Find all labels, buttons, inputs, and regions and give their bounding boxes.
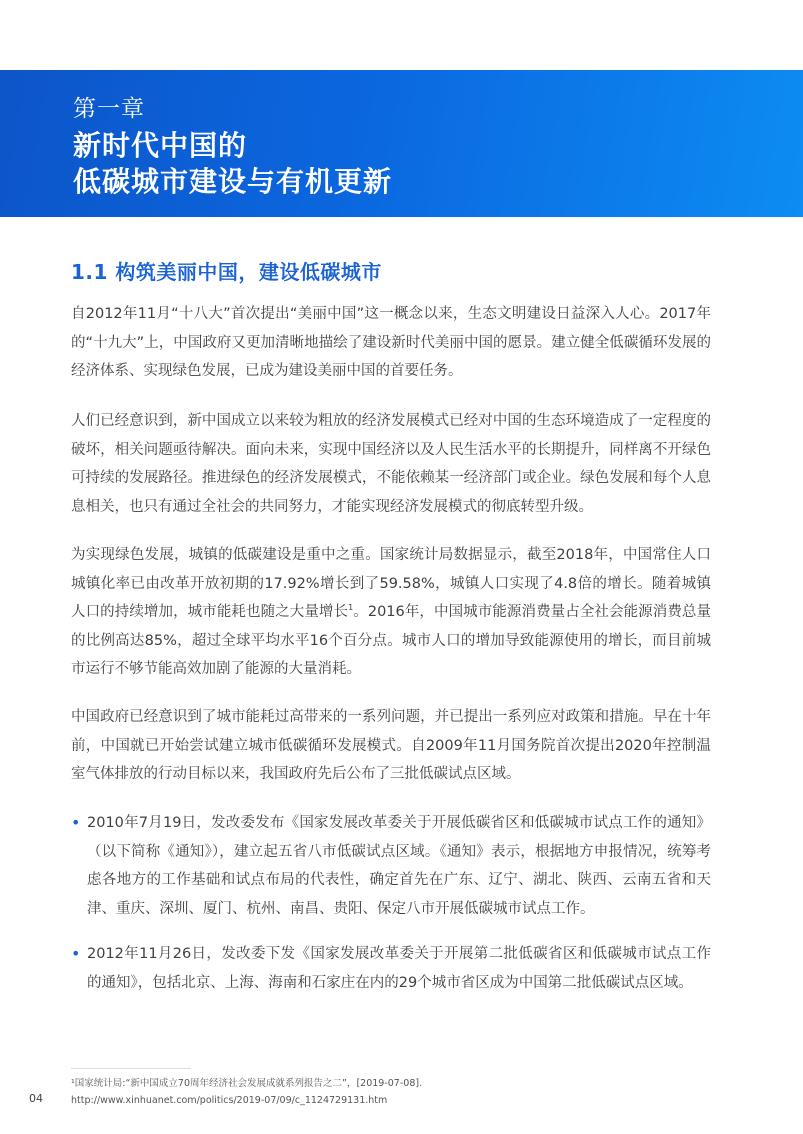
- list-item: [71, 940, 711, 997]
- footnote-marker[interactable]: 1: [348, 603, 354, 613]
- chapter-title: [73, 128, 392, 200]
- list-item-text: 2012年11月26日，发改委下发《国家发展改革委关于开展第二批低碳省区和低碳城市试点工作的通知》，包括北京、上海、海南和石家庄在内的29个城市省区成为中国第二批低碳试点区域。: [87, 946, 711, 991]
- list-item: [71, 809, 711, 923]
- page-number: 04: [29, 1092, 43, 1105]
- bullet-dot-icon: •: [71, 813, 81, 832]
- footnote-link[interactable]: http://www.xinhuanet.com/politics/2019-07/09/c_1124729131.htm: [71, 1095, 388, 1106]
- bullet-dot-icon: •: [71, 944, 81, 963]
- paragraph-3-part2: 。2016年，中国城市能源消费量占全社会能源消费总量的比例高达85%，超过全球平均水平16个百分点。城市人口的增加导致能源使用的增长，而目前城市运行不够节能高效加剧了能源的大量消耗。: [71, 604, 712, 677]
- paragraph-2: 人们已经意识到，新中国成立以来较为粗放的经济发展模式已经对中国的生态环境造成了一定程度的破坏，相关问题亟待解决。面向未来，实现中国经济以及人民生活水平的长期提升，同样离不开绿色可持续的发展路径。推进绿色的经济发展模式，不能依赖某一经济部门或企业。绿色发展和每个人息息相关，也只有通过全社会的共同努力，才能实现经济发展模式的彻底转型升级。: [71, 413, 711, 515]
- chapter-title-line1: 新时代中国的: [73, 129, 248, 162]
- chapter-label: 第一章: [73, 96, 145, 122]
- footnote-divider: [71, 1068, 191, 1069]
- paragraph-4: 中国政府已经意识到了城市能耗过高带来的一系列问题，并已提出一系列应对政策和措施。早在十年前，中国就已开始尝试建立城市低碳循环发展模式。自2009年11月国务院首次提出2020年控制温室气体排放的行动目标以来，我国政府先后公布了三批低碳试点区域。: [71, 709, 711, 782]
- footnote-text: ¹国家统计局:“新中国成立70周年经济社会发展成就系列报告之二”，[2019-07-08].: [71, 1078, 423, 1089]
- paragraph-3-part1: 为实现绿色发展，城镇的低碳建设是重中之重。国家统计局数据显示，截至2018年，中国常住人口城镇化率已由改革开放初期的17.92%增长到了59.58%，城镇人口实现了4.8倍的增长。随着城镇人口的持续增加，城市能耗也随之大量增长: [71, 547, 711, 620]
- chapter-title-line2: 低碳城市建设与有机更新: [73, 165, 393, 198]
- paragraph-3: [71, 541, 711, 684]
- paragraph-1: 自2012年11月“十八大”首次提出“美丽中国”这一概念以来，生态文明建设日益深入人心。2017年的“十九大”上，中国政府又更加清晰地描绘了建设新时代美丽中国的愿景。建立健全低碳循环发展的经济体系、实现绿色发展，已成为建设美丽中国的首要任务。: [71, 306, 711, 379]
- list-item-text: 2010年7月19日，发改委发布《国家发展改革委关于开展低碳省区和低碳城市试点工作的通知》（以下简称《通知》），建立起五省八市低碳试点区域。《通知》表示，根据地方申报情况，统筹考虑各地方的工作基础和试点布局的代表性，确定首先在广东、辽宁、湖北、陕西、云南五省和天津、重庆、深圳、厦门、杭州、南昌、贵阳、保定八市开展低碳城市试点工作。: [87, 815, 711, 917]
- section-title: 1.1 构筑美丽中国，建设低碳城市: [71, 260, 382, 284]
- chapter-banner: [0, 70, 803, 217]
